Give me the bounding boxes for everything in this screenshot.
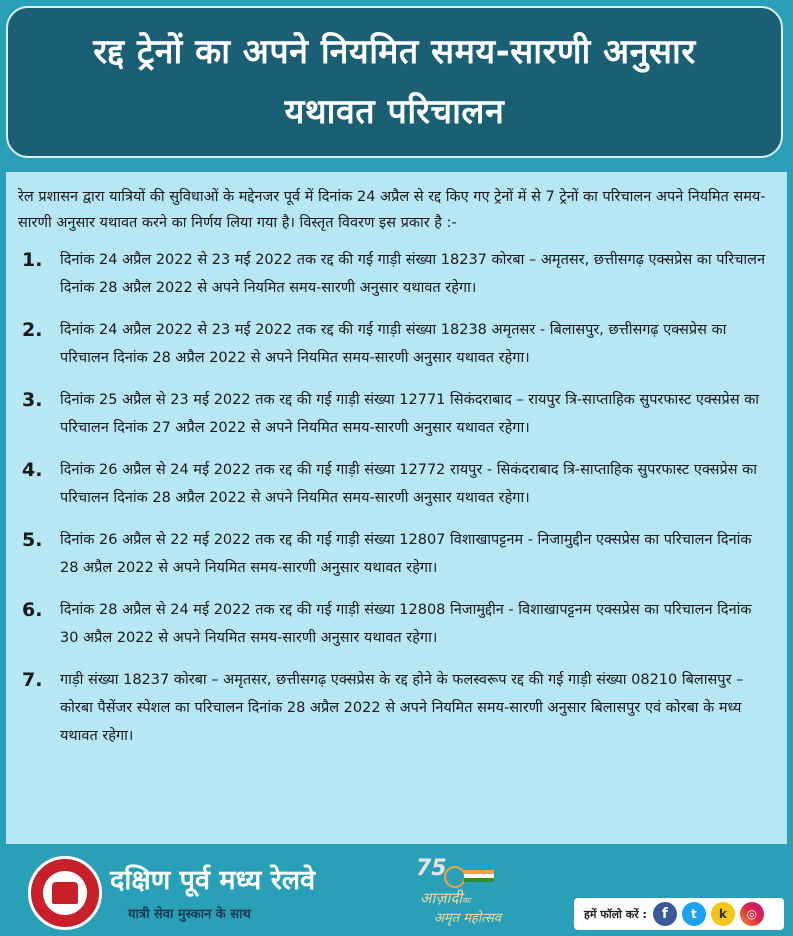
list-item bbox=[18, 246, 773, 302]
flag-icon bbox=[464, 870, 494, 882]
title-line-2: यथावत परिचालन bbox=[284, 92, 505, 132]
azadi-ka-amrit-mahotsav-logo bbox=[410, 856, 530, 930]
item-text: दिनांक 26 अप्रैल से 24 मई 2022 तक रद्द की गई गाड़ी संख्या 12772 रायपुर - सिकंदराबाद त्रि-साप्ताहिक सुपरफास्ट एक्सप्रेस का परिचालन दिनांक 28 अप्रैल 2022 से अपने नियमित समय-सारणी अनुसार यथावत रहेगा। bbox=[60, 462, 758, 506]
item-number: 2. bbox=[22, 319, 43, 341]
instagram-icon[interactable]: ◎ bbox=[740, 902, 764, 926]
item-text: दिनांक 24 अप्रैल 2022 से 23 मई 2022 तक रद्द की गई गाड़ी संख्या 18237 कोरबा – अमृतसर, छत्तीसगढ़ एक्सप्रेस का परिचालन दिनांक 28 अप्रैल 2022 से अपने नियमित समय-सारणी अनुसार यथावत रहेगा। bbox=[60, 252, 766, 296]
follow-label: हमें फॉलो करें : bbox=[584, 907, 647, 921]
item-number: 6. bbox=[22, 599, 43, 621]
twitter-icon[interactable]: t bbox=[682, 902, 706, 926]
chakra-icon bbox=[444, 866, 466, 888]
train-list bbox=[18, 246, 773, 750]
item-number: 5. bbox=[22, 529, 43, 551]
item-text: दिनांक 28 अप्रैल से 24 मई 2022 तक रद्द की गई गाड़ी संख्या 12808 निजामुद्दीन - विशाखापट्टनम एक्सप्रेस का परिचालन दिनांक 30 अप्रैल 2022 से अपने नियमित समय-सारणी अनुसार यथावत रहेगा। bbox=[60, 602, 752, 646]
list-item bbox=[18, 666, 773, 750]
item-text: दिनांक 26 अप्रैल से 22 मई 2022 तक रद्द की गई गाड़ी संख्या 12807 विशाखापट्टनम - निजामुद्दीन एक्सप्रेस का परिचालन दिनांक 28 अप्रैल 2022 से अपने नियमित समय-सारणी अनुसार यथावत रहेगा। bbox=[60, 532, 752, 576]
title-banner bbox=[6, 6, 783, 158]
list-item bbox=[18, 386, 773, 442]
list-item bbox=[18, 316, 773, 372]
list-item bbox=[18, 596, 773, 652]
item-number: 4. bbox=[22, 459, 43, 481]
org-name: दक्षिण पूर्व मध्य रेलवे bbox=[110, 865, 316, 896]
azadi-line-1: आज़ादी bbox=[420, 889, 463, 907]
koo-icon[interactable]: k bbox=[711, 902, 735, 926]
item-number: 7. bbox=[22, 669, 43, 691]
social-follow-bar bbox=[574, 898, 784, 930]
title-line-1: रद्द ट्रेनों का अपने नियमित समय-सारणी अनुसार bbox=[93, 32, 696, 72]
item-text: दिनांक 25 अप्रैल से 23 मई 2022 तक रद्द की गई गाड़ी संख्या 12771 सिकंदराबाद – रायपुर त्रि-साप्ताहिक सुपरफास्ट एक्सप्रेस का परिचालन दिनांक 27 अप्रैल 2022 से अपने नियमित समय-सारणी अनुसार यथावत रहेगा। bbox=[60, 392, 760, 436]
item-number: 1. bbox=[22, 249, 43, 271]
org-tagline: यात्री सेवा मुस्कान के साथ bbox=[128, 907, 251, 922]
list-item bbox=[18, 456, 773, 512]
azadi-ka: का bbox=[462, 896, 471, 905]
list-item bbox=[18, 526, 773, 582]
azadi-line-2: अमृत महोत्सव bbox=[434, 911, 502, 926]
item-text: गाड़ी संख्या 18237 कोरबा – अमृतसर, छत्तीसगढ़ एक्सप्रेस के रद्द होने के फलस्वरूप रद्द की गई गाड़ी संख्या 08210 बिलासपुर – कोरबा पैसेंजर स्पेशल का परिचालन दिनांक 28 अप्रैल 2022 से अपने नियमित समय-सारणी अनुसार बिलासपुर एवं कोरबा के मध्य यथावत रहेगा। bbox=[60, 672, 744, 744]
facebook-icon[interactable]: f bbox=[653, 902, 677, 926]
footer bbox=[0, 850, 793, 936]
item-number: 3. bbox=[22, 389, 43, 411]
azadi-75: 75 bbox=[416, 856, 447, 881]
indian-railways-emblem-icon bbox=[28, 856, 102, 930]
item-text: दिनांक 24 अप्रैल 2022 से 23 मई 2022 तक रद्द की गई गाड़ी संख्या 18238 अमृतसर - बिलासपुर, छत्तीसगढ़ एक्सप्रेस का परिचालन दिनांक 28 अप्रैल 2022 से अपने नियमित समय-सारणी अनुसार यथावत रहेगा। bbox=[60, 322, 727, 366]
notice-body bbox=[6, 172, 787, 844]
intro-paragraph: रेल प्रशासन द्वारा यात्रियों की सुविधाओं के मद्देनजर पूर्व में दिनांक 24 अप्रैल से रद्द किए गए ट्रेनों में से 7 ट्रेनों का परिचालन अपने नियमित समय-सारणी अनुसार यथावत करने का निर्णय लिया गया है। विस्तृत विवरण इस प्रकार है :- bbox=[18, 189, 766, 231]
